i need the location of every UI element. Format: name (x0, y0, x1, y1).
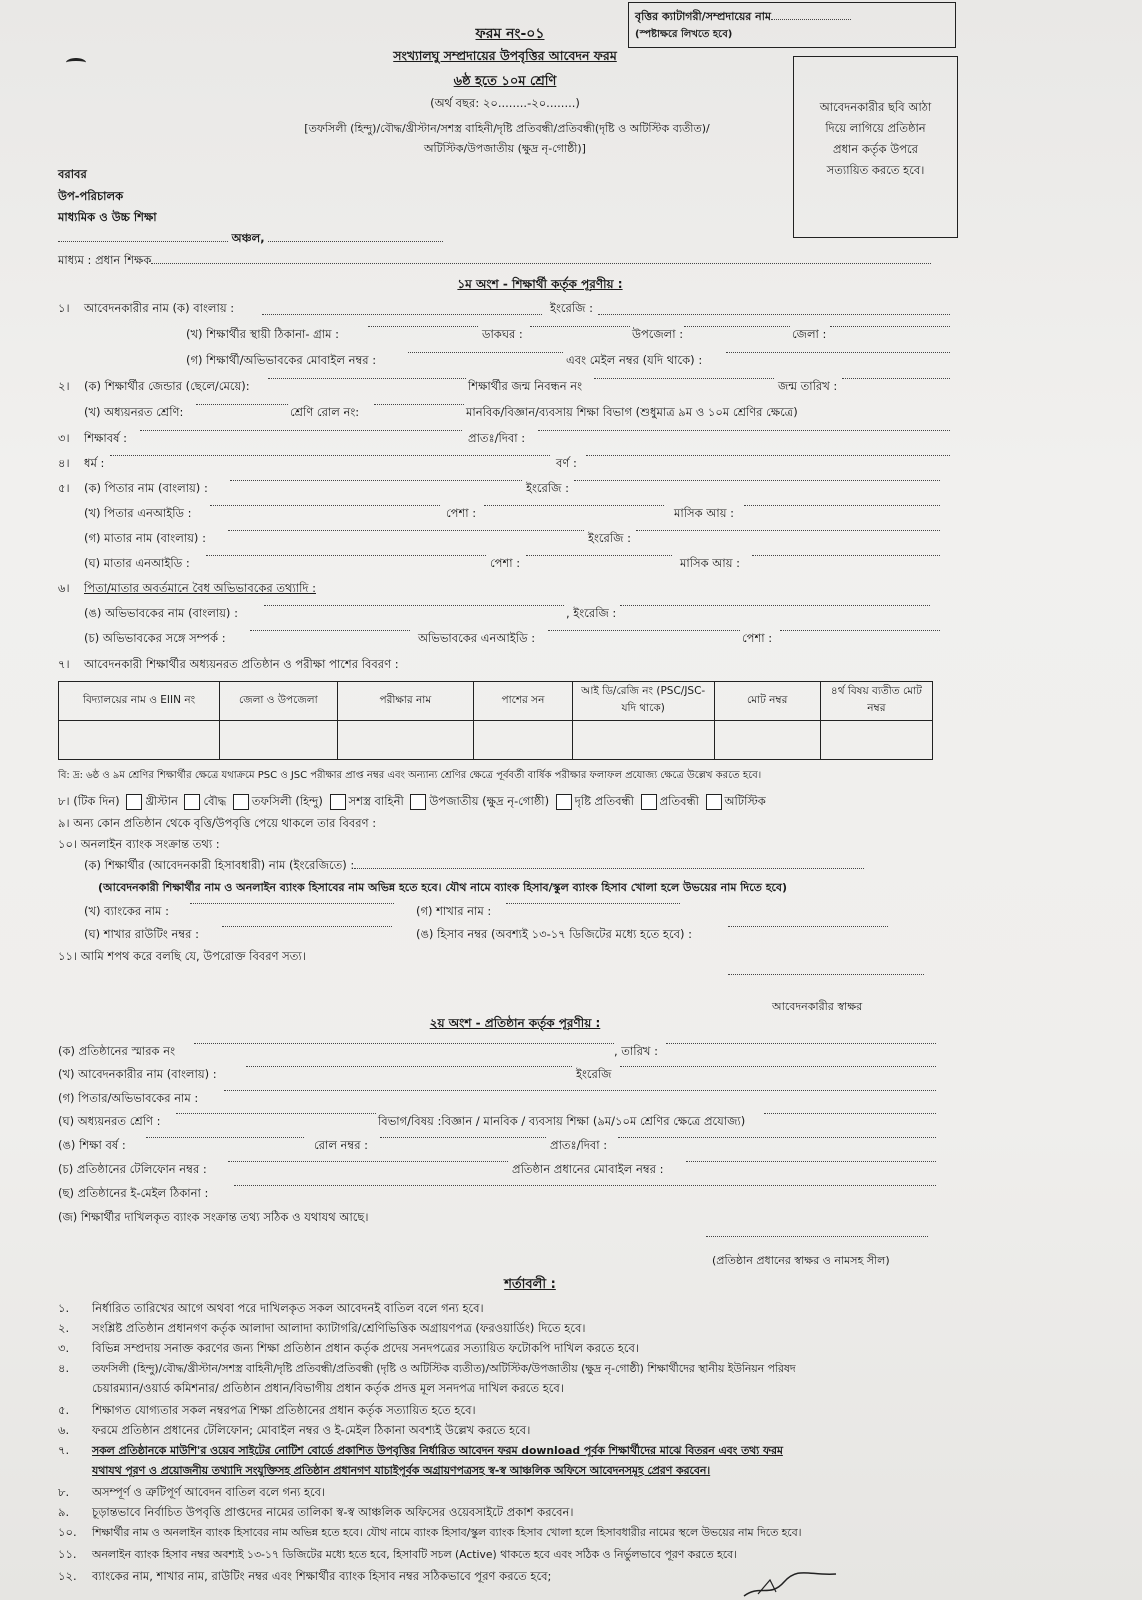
form-page: ফরম নং-০১ বৃত্তির ক্যাটাগরী/সম্প্রদায়ের নাম (স্পষ্টাক্ষরে লিখতে হবে) সংখ্যালঘু সম্প্রদায়ের উপবৃত্তির আবেদন ফরম ৬ষ্ঠ হতে ১০ম শ্রেণি (অর্থ বছর: ২০........-২০........) [তফসিলী (হিন্দু)/বৌদ্ধ/খ্রীস্টান/সশস্ত্র বাহিনী/দৃষ্টি প্রতিবন্ধী/প্রতিবন্ধী(দৃষ্টি ও অটিস্টিক ব্যতীত)/ অটিস্টিক/উপজাতীয় (ক্ষুদ্র নৃ-গোষ্ঠী)] আবেদনকারীর ছবি আঠা দিয়ে লাগিয়ে প্রতিষ্ঠান প্রধান কর্তৃক উপরে সত্যায়িত করতে হবে। বরাবর উপ-পরিচালক মাধ্যমিক ও উচ্চ শিক্ষা অঞ্চল, মাধ্যম : প্রধান শিক্ষক ১ম অংশ - শিক্ষার্থী কর্তৃক পূরণীয় : ১। আবেদনকারীর নাম (ক) বাংলায় : ইংরেজি : (খ) শিক্ষার্থীর স্থায়ী ঠিকানা- গ্রাম : ডাকঘর : উপজেলা : জেলা : (গ) শিক্ষার্থী/অভিভাবকের মোবাইল নম্বর : এবং মেইল নম্বর (যদি থাকে) : ২। (ক) শিক্ষার্থীর জেন্ডার (ছেলে/মেয়ে): শিক্ষার্থীর জন্ম নিবন্ধন নং জন্ম তারিখ : (খ) অধ্যয়নরত শ্রেণি: শ্রেণি রোল নং: মানবিক/বিজ্ঞান/ব্যবসায় শিক্ষা বিভাগ (শুধুমাত্র ৯ম ও ১০ম শ্রেণির ক্ষেত্রে) ৩। শিক্ষাবর্ষ : প্রাতঃ/দিবা : ৪। ধর্ম : বর্ণ : ৫। (ক) পিতার নাম (বাংলায়) : ইংরেজি : (খ) পিতার এনআইডি : পেশা : মাসিক আয় : (গ) মাতার নাম (বাংলায়) : ইংরেজি : (ঘ) মাতার এনআইডি : পেশা : মাসিক আয় : ৬। পিতা/মাতার অবর্তমানে বৈধ অভিভাবকের তথ্যাদি : (ঙ) অভিভাবকের নাম (বাংলায়) : , ইংরেজি : (চ) অভিভাবকের সঙ্গে সম্পর্ক : অভিভাবকের এনআইডি : পেশা : ৭। আবেদনকারী শিক্ষার্থীর অধ্যয়নরত প্রতিষ্ঠান ও পরীক্ষা পাশের বিবরণ : বিদ্যালয়ের নাম ও EIIN নং জেলা ও উপজেলা পরীক্ষার নাম পাশের সন আই ডি/রেজি নং (PSC/JSC- যদি থাকে) মোট নম্বর ৪র্থ বিষয় ব্যতীত মোট নম্বর বি: দ্র: ৬ষ্ঠ ও ৯ম শ্রেণির শিক্ষার্থীর ক্ষেত্রে যথাক্রমে PSC ও JSC পরীক্ষার প্রাপ্ত নম্বর এবং অন্যান্য শ্রেণির ক্ষেত্রে পূর্ববর্তী বার্ষিক পরীক্ষার ফলাফল প্রযোজ্য ক্ষেত্রে উল্লেখ করতে হবে। ৮। (টিক দিন) খ্রীস্টান বৌদ্ধ তফসিলী (হিন্দু) সশস্ত্র বাহিনী উপজাতীয় (ক্ষুদ্র নৃ-গোষ্ঠী) দৃষ্টি প্রতিবন্ধী প্রতিবন্ধী অটিস্টিক ৯। অন্য কোন প্রতিষ্ঠান থেকে বৃত্তি/উপবৃত্তি পেয়ে থাকলে তার বিবরণ : ১০। অনলাইন ব্যাংক সংক্রান্ত তথ্য : (ক) শিক্ষার্থীর (আবেদনকারী হিসাবধারী) নাম (ইংরেজিতে) : (আবেদনকারী শিক্ষার্থীর নাম ও অনলাইন ব্যাংক হিসাবের নাম অভিন্ন হতে হবে। যৌথ নামে ব্যাংক হিসাব/স্কুল ব্যাংক হিসাব খোলা হলে উভয়ের নাম দিতে হবে) (খ) ব্যাংকের নাম : (গ) শাখার নাম : (ঘ) শাখার রাউটিং নম্বর : (ঙ) হিসাব নম্বর (অবশ্যই ১৩-১৭ ডিজিটের মধ্যে হতে হবে) : ১১। আমি শপথ করে বলছি যে, উপরোক্ত বিবরণ সত্য। আবেদনকারীর স্বাক্ষর ২য় অংশ - প্রতিষ্ঠান কর্তৃক পূরণীয় : (ক) প্রতিষ্ঠানের স্মারক নং , তারিখ : (খ) আবেদনকারীর নাম (বাংলায়) : ইংরেজি (গ) পিতার/অভিভাবকের নাম : (ঘ) অধ্যয়নরত শ্রেণি : বিভাগ/বিষয় :বিজ্ঞান / মানবিক / ব্যবসায় শিক্ষা (৯ম/১০ম শ্রেণির ক্ষেত্রে প্রযোজ্য) (ঙ) শিক্ষা বর্ষ : রোল নম্বর : প্রাতঃ/দিবা : (চ) প্রতিষ্ঠানের টেলিফোন নম্বর : প্রতিষ্ঠান প্রধানের মোবাইল নম্বর : (ছ) প্রতিষ্ঠানের ই-মেইল ঠিকানা : (জ) শিক্ষার্থীর দাখিলকৃত ব্যাংক সংক্রান্ত তথ্য সঠিক ও যথাযথ আছে। (প্রতিষ্ঠান প্রধানের স্বাক্ষর ও নামসহ সীল) শর্তাবলী : ১. নির্ধারিত তারিখের আগে অথবা পরে দাখিলকৃত সকল আবেদনই বাতিল বলে গন্য হবে। ২. সংশ্লিষ্ট প্রতিষ্ঠান প্রধানগণ কর্তৃক আলাদা আলাদা ক্যাটাগরি/শ্রেণিভিত্তিক অগ্রায়ণপত্র (ফরওয়ার্ডিং) দিতে হবে। ৩. বিভিন্ন সম্প্রদায় সনাক্ত করণের জন্য শিক্ষা প্রতিষ্ঠান প্রধান কর্তৃক প্রদেয় সনদপত্রের সত্যায়িত ফটোকপি দাখিল করতে হবে। ৪. তফসিলী (হিন্দু)/বৌদ্ধ/খ্রীস্টান/সশস্ত্র বাহিনী/দৃষ্টি প্রতিবন্ধী/প্রতিবন্ধী (দৃষ্টি ও অটিস্টিক ব্যতীত)/অটিস্টিক/উপজাতীয় (ক্ষুদ্র নৃ-গোষ্ঠী) শিক্ষার্থীদের স্থানীয় ইউনিয়ন পরিষদ চেয়ারম্যান/ওয়ার্ড কমিশনার/ প্রতিষ্ঠান প্রধান/বিভাগীয় প্রধান কর্তৃক প্রদত্ত মূল সনদপত্র দাখিল করতে হবে। ৫. শিক্ষাগত যোগ্যতার সকল নম্বরপত্র শিক্ষা প্রতিষ্ঠানের প্রধান কর্তৃক সত্যায়িত হতে হবে। ৬. ফরমে প্রতিষ্ঠান প্রধানের টেলিফোন; মোবাইল নম্বর ও ই-মেইল ঠিকানা অবশ্যই উল্লেখ করতে হবে। ৭. সকল প্রতিষ্ঠানকে মাউশি'র ওয়েব সাইটের নোটিশ বোর্ডে প্রকাশিত উপবৃত্তির নির্ধারিত আবেদন ফরম download পূর্বক শিক্ষার্থীদের মাঝে বিতরন এবং তথ্য ফরম যথাযথ পূরণ ও প্রয়োজনীয় তথ্যাদি সংযুক্তিসহ প্রতিষ্ঠান প্রধানগণ যাচাইপূর্বক অগ্রায়ণপত্রসহ স্ব-স্ব আঞ্চলিক অফিসে আবেদনসমূহ প্রেরণ করবেন। ৮. অসম্পূর্ণ ও ত্রুটিপূর্ণ আবেদন বাতিল বলে গন্য হবে। ৯. চূড়ান্তভাবে নির্বাচিত উপবৃত্তি প্রাপ্তদের নামের তালিকা স্ব-স্ব আঞ্চলিক অফিসের ওয়েবসাইটে প্রকাশ করবেন। ১০. শিক্ষার্থীর নাম ও অনলাইন ব্যাংক হিসাবের নাম অভিন্ন হতে হবে। যৌথ নামে ব্যাংক হিসাব/স্কুল ব্যাংক হিসাব খোলা হলে হিসাবধারীর নামের স্থলে উভয়ের নাম দিতে হবে। ১১. অনলাইন ব্যাংক হিসাব নম্বর অবশ্যই ১৩-১৭ ডিজিটের মধ্যে হতে হবে, হিসাবটি সচল (Active) থাকতে হবে এবং সঠিক ও নির্ভুলভাবে পূরণ করতে হবে। ১২. ব্যাংকের নাম, শাখার নাম, রাউটিং নম্বর এবং শিক্ষার্থীর ব্যাংক হিসাব নম্বর সঠিকভাবে পূরণ করতে হবে; (0, 0, 1142, 1600)
p2-phone-label: (চ) প্রতিষ্ঠানের টেলিফোন নম্বর : (58, 1162, 207, 1176)
q1a-english-field[interactable] (598, 300, 950, 315)
p2-session-label: (ঙ) শিক্ষা বর্ষ : (58, 1138, 126, 1152)
village-field[interactable] (368, 326, 478, 327)
mobile-field[interactable] (408, 352, 563, 353)
q6-number: ৬। (58, 581, 70, 595)
address-to: বরাবর (58, 167, 87, 181)
father-occupation-field[interactable] (484, 505, 664, 506)
q9-label: ৯। অন্য কোন প্রতিষ্ঠান থেকে বৃত্তি/উপবৃত্তি পেয়ে থাকলে তার বিবরণ : (58, 816, 377, 830)
option-autistic: অটিস্টিক (724, 794, 766, 808)
photo-line-1: আবেদনকারীর ছবি আঠা (819, 100, 932, 114)
branch-name-label: (গ) শাখার নাম : (416, 904, 492, 918)
applicant-sign-label: আবেদনকারীর স্বাক্ষর (772, 1000, 863, 1013)
checkbox-christian[interactable] (126, 794, 142, 810)
mother-income-label: মাসিক আয় : (680, 556, 741, 570)
mother-occupation-label: পেশা : (490, 556, 521, 570)
col-district: জেলা ও উপজেলা (220, 682, 337, 721)
photo-line-4: সত্যায়িত করতে হবে। (826, 163, 925, 177)
p2-name-label: (খ) আবেদনকারীর নাম (বাংলায়) : (58, 1067, 217, 1081)
father-english-field[interactable] (574, 480, 940, 481)
address-office: মাধ্যমিক ও উচ্চ শিক্ষা (58, 210, 157, 224)
category-note: (স্পষ্টাক্ষরে লিখতে হবে) (635, 29, 733, 40)
col-year: পাশের সন (474, 682, 573, 721)
date-label: , তারিখ : (614, 1044, 658, 1058)
exam-table (58, 681, 933, 760)
district-field[interactable] (830, 326, 950, 327)
mother-english-label: ইংরেজি : (588, 531, 631, 545)
birth-reg-label: শিক্ষার্থীর জন্ম নিবন্ধন নং (468, 379, 583, 393)
dept-label: মানবিক/বিজ্ঞান/ব্যবসায় শিক্ষা বিভাগ (শুধুমাত্র ৯ম ও ১০ম শ্রেণির ক্ষেত্রে) (466, 405, 798, 419)
memo-label: (ক) প্রতিষ্ঠানের স্মারক নং (58, 1044, 176, 1058)
class-field[interactable] (196, 404, 288, 405)
option-armed-forces: সশস্ত্র বাহিনী (348, 794, 404, 808)
p2-english-field[interactable] (620, 1066, 936, 1067)
q1b-label: (খ) শিক্ষার্থীর স্থায়ী ঠিকানা- গ্রাম : (186, 327, 339, 341)
caste-field[interactable] (586, 455, 950, 456)
groups-line-1: [তফসিলী (হিন্দু)/বৌদ্ধ/খ্রীস্টান/সশস্ত্র বাহিনী/দৃষ্টি প্রতিবন্ধী/প্রতিবন্ধী(দৃষ্টি ও অটিস্টিক ব্যতীত)/ (304, 122, 710, 135)
option-disabled: প্রতিবন্ধী (659, 794, 699, 808)
account-number-field[interactable] (728, 926, 888, 927)
table-row (59, 721, 933, 760)
p2-dept-label: বিভাগ/বিষয় :বিজ্ঞান / মানবিক / ব্যবসায় শিক্ষা (৯ম/১০ম শ্রেণির ক্ষেত্রে প্রযোজ্য) (378, 1114, 746, 1128)
session-field[interactable] (140, 430, 462, 431)
col-total-excl: ৪র্থ বিষয় ব্যতীত মোট নম্বর (820, 682, 932, 721)
q1c-label: (গ) শিক্ষার্থী/অভিভাবকের মোবাইল নম্বর : (186, 353, 377, 367)
part1-title: ১ম অংশ - শিক্ষার্থী কর্তৃক পূরণীয় : (457, 277, 623, 291)
q5c-label: (গ) মাতার নাম (বাংলায়) : (84, 531, 206, 545)
q1a-english-label: ইংরেজি : (550, 301, 593, 315)
photo-box (793, 56, 958, 238)
q1a-field[interactable] (262, 300, 542, 315)
col-total: মোট নম্বর (714, 682, 820, 721)
father-name-field[interactable] (230, 480, 522, 481)
q8-row (58, 793, 766, 812)
q6b-label: (চ) অভিভাবকের সঙ্গে সম্পর্ক : (84, 631, 226, 645)
guardian-english-field[interactable] (620, 605, 930, 606)
p2-shift-field[interactable] (618, 1137, 936, 1138)
photo-line-2: দিয়ে লাগিয়ে প্রতিষ্ঠান (825, 121, 926, 135)
address-designation: উপ-পরিচালক (58, 189, 124, 203)
bank-name-field[interactable] (190, 903, 394, 904)
option-hindu: তফসিলী (হিন্দু) (251, 794, 323, 808)
q2-number: ২। (58, 379, 70, 393)
table-cell[interactable] (337, 721, 474, 760)
q3-label: শিক্ষাবর্ষ : (84, 431, 128, 445)
p2-roll-label: রোল নম্বর : (314, 1138, 369, 1152)
mother-nid-field[interactable] (206, 555, 486, 556)
q10a-row (84, 857, 864, 876)
shift-label: প্রাতঃ/দিবা : (468, 431, 526, 445)
form-title: সংখ্যালঘু সম্প্রদায়ের উপবৃত্তির আবেদন ফরম (393, 48, 617, 63)
district-label: জেলা : (792, 327, 827, 341)
mother-occupation-field[interactable] (526, 555, 672, 556)
groups-line-2: অটিস্টিক/উপজাতীয় (ক্ষুদ্র নৃ-গোষ্ঠী)] (424, 142, 586, 155)
email-label: এবং মেইল নম্বর (যদি থাকে) : (566, 353, 703, 367)
q4-label: ধর্ম : (84, 456, 105, 470)
mother-name-field[interactable] (228, 530, 584, 531)
q7-number: ৭। (58, 657, 70, 671)
p2-email-label: (ছ) প্রতিষ্ঠানের ই-মেইল ঠিকানা : (58, 1186, 209, 1200)
checkbox-autistic[interactable] (706, 794, 722, 810)
p2-bank-confirm-label: (জ) শিক্ষার্থীর দাখিলকৃত ব্যাংক সংক্রান্ত তথ্য সঠিক ও যথাযথ আছে। (58, 1210, 369, 1224)
fiscal-year: (অর্থ বছর: ২০........-২০........) (430, 96, 580, 110)
routing-field[interactable] (222, 926, 392, 927)
caste-label: বর্ণ : (556, 456, 577, 470)
branch-name-field[interactable] (506, 903, 680, 904)
part2-title: ২য় অংশ - প্রতিষ্ঠান কর্তৃক পূরণীয় : (429, 1016, 601, 1030)
col-id: আই ডি/রেজি নং (PSC/JSC- যদি থাকে) (572, 682, 714, 721)
guardian-english-label: , ইংরেজি : (566, 606, 617, 620)
q8-label: ৮। (টিক দিন) (58, 794, 120, 808)
father-occupation-label: পেশা : (446, 506, 477, 520)
birth-reg-field[interactable] (594, 378, 774, 379)
guardian-occupation-label: পেশা : (742, 631, 773, 645)
bank-name-label: (খ) ব্যাংকের নাম : (84, 904, 169, 918)
p2-shift-label: প্রাতঃ/দিবা : (550, 1138, 608, 1152)
shift-field[interactable] (538, 430, 950, 431)
category-box (628, 2, 956, 48)
signature-scribble (740, 1570, 840, 1600)
post-field[interactable] (530, 326, 630, 327)
post-label: ডাকঘর : (482, 327, 523, 341)
p2-name-field[interactable] (246, 1066, 572, 1067)
q5d-label: (ঘ) মাতার এনআইডি : (84, 556, 190, 570)
q11-oath: ১১। আমি শপথ করে বলছি যে, উপরোক্ত বিবরণ সত্য। (58, 949, 306, 963)
table-cell[interactable] (220, 721, 337, 760)
address-region-line (58, 230, 443, 249)
checkbox-disabled[interactable] (641, 794, 657, 810)
father-income-label: মাসিক আয় : (674, 506, 735, 520)
p2-english-label: ইংরেজি (576, 1067, 612, 1081)
account-number-label: (ঙ) হিসাব নম্বর (অবশ্যই ১৩-১৭ ডিজিটের মধ্যে হতে হবে) : (416, 927, 692, 941)
routing-label: (ঘ) শাখার রাউটিং নম্বর : (84, 927, 200, 941)
punch-mark (66, 58, 86, 67)
p2-head-mobile-field[interactable] (686, 1161, 936, 1162)
q2a-label: (ক) শিক্ষার্থীর জেন্ডার (ছেলে/মেয়ে): (84, 379, 250, 393)
guardian-name-field[interactable] (264, 605, 564, 606)
q5a-label: (ক) পিতার নাম (বাংলায়) : (84, 481, 208, 495)
q5-number: ৫। (58, 481, 70, 495)
q3-number: ৩। (58, 431, 70, 445)
p2-father-label: (গ) পিতার/অভিভাবকের নাম : (58, 1091, 199, 1105)
photo-line-3: প্রধান কর্তৃক উপরে (833, 142, 918, 156)
father-english-label: ইংরেজি : (526, 481, 569, 495)
checkbox-buddhist[interactable] (184, 794, 200, 810)
col-school: বিদ্যালয়ের নাম ও EIIN নং (59, 682, 220, 721)
class-range: ৬ষ্ঠ হতে ১০ম শ্রেণি (453, 74, 557, 89)
q7-label: আবেদনকারী শিক্ষার্থীর অধ্যয়নরত প্রতিষ্ঠান ও পরীক্ষা পাশের বিবরণ : (84, 657, 399, 671)
p2-dept-field[interactable] (764, 1113, 936, 1114)
father-nid-field[interactable] (210, 505, 440, 506)
option-christian: খ্রীস্টান (145, 794, 178, 808)
relation-field[interactable] (250, 630, 410, 631)
address-via-line (58, 252, 931, 271)
dob-field[interactable] (842, 378, 950, 379)
guardian-nid-label: অভিভাবকের এনআইডি : (418, 631, 536, 645)
address-via: মাধ্যম : প্রধান শিক্ষক (58, 253, 152, 267)
p2-phone-field[interactable] (228, 1161, 508, 1162)
p2-class-field[interactable] (176, 1113, 376, 1114)
q6-label: পিতা/মাতার অবর্তমানে বৈধ অভিভাবকের তথ্যাদি : (84, 581, 316, 595)
checkbox-visually-impaired[interactable] (556, 794, 572, 810)
p2-head-mobile-label: প্রতিষ্ঠান প্রধানের মোবাইল নম্বর : (512, 1162, 664, 1176)
q10-title: ১০। অনলাইন ব্যাংক সংক্রান্ত তথ্য : (58, 837, 220, 851)
q5b-label: (খ) পিতার এনআইডি : (84, 506, 192, 520)
dob-label: জন্ম তারিখ : (778, 379, 838, 393)
p2-roll-field[interactable] (380, 1137, 546, 1138)
applicant-sign-line[interactable] (728, 974, 924, 975)
address-region: অঞ্চল, (231, 231, 265, 245)
q10-bold-note: (আবেদনকারী শিক্ষার্থীর নাম ও অনলাইন ব্যাংক হিসাবের নাম অভিন্ন হতে হবে। যৌথ নামে ব্যাংক হিসাব/স্কুল ব্যাংক হিসাব খোলা হলে উভয়ের নাম দিতে হবে) (98, 881, 788, 894)
option-buddhist: বৌদ্ধ (203, 794, 227, 808)
table-cell[interactable] (474, 721, 573, 760)
q1-number: ১। (58, 301, 70, 315)
head-sign-line[interactable] (706, 1236, 928, 1237)
date-field[interactable] (666, 1043, 936, 1044)
roll-field[interactable] (374, 404, 464, 405)
upazila-label: উপজেলা : (632, 327, 684, 341)
head-sign-label: (প্রতিষ্ঠান প্রধানের স্বাক্ষর ও নামসহ সীল) (712, 1254, 890, 1267)
q2b-label: (খ) অধ্যয়নরত শ্রেণি: (84, 405, 184, 419)
conditions-title: শর্তাবলী : (504, 1277, 556, 1292)
category-label: বৃত্তির ক্যাটাগরী/সম্প্রদায়ের নাম (635, 10, 772, 23)
father-income-field[interactable] (744, 505, 940, 506)
checkbox-hindu[interactable] (233, 794, 249, 810)
p2-father-field[interactable] (224, 1090, 936, 1091)
col-exam: পরীক্ষার নাম (337, 682, 474, 721)
mother-income-field[interactable] (752, 555, 940, 556)
q6a-label: (ঙ) অভিভাবকের নাম (বাংলায়) : (84, 606, 238, 620)
checkbox-tribal[interactable] (410, 794, 426, 810)
q4-number: ৪। (58, 456, 70, 470)
table-cell[interactable] (820, 721, 932, 760)
memo-field[interactable] (194, 1043, 614, 1044)
table-cell[interactable] (714, 721, 820, 760)
table-cell[interactable] (572, 721, 714, 760)
account-name-field[interactable] (354, 868, 864, 869)
upazila-field[interactable] (684, 326, 790, 327)
q10a-label: (ক) শিক্ষার্থীর (আবেদনকারী হিসাবধারী) নাম (ইংরেজিতে) : (84, 858, 355, 872)
roll-label: শ্রেণি রোল নং: (290, 405, 360, 419)
p2-class-label: (ঘ) অধ্যয়নরত শ্রেণি : (58, 1114, 161, 1128)
table-cell[interactable] (59, 721, 220, 760)
q1a-label: আবেদনকারীর নাম (ক) বাংলায় : (84, 301, 235, 315)
mother-english-field[interactable] (636, 530, 940, 531)
form-number: ফরম নং-০১ (475, 26, 545, 42)
guardian-nid-field[interactable] (548, 630, 740, 631)
table-header-row (59, 682, 933, 721)
p2-email-field[interactable] (234, 1185, 936, 1186)
option-visually-impaired: দৃষ্টি প্রতিবন্ধী (574, 794, 634, 808)
option-tribal: উপজাতীয় (ক্ষুদ্র নৃ-গোষ্ঠী) (429, 794, 550, 808)
guardian-occupation-field[interactable] (780, 630, 940, 631)
gender-field[interactable] (268, 378, 466, 379)
p2-session-field[interactable] (146, 1137, 304, 1138)
checkbox-armed-forces[interactable] (330, 794, 346, 810)
email-field[interactable] (726, 352, 950, 353)
religion-field[interactable] (110, 455, 550, 456)
table-note: বি: দ্র: ৬ষ্ঠ ও ৯ম শ্রেণির শিক্ষার্থীর ক্ষেত্রে যথাক্রমে PSC ও JSC পরীক্ষার প্রাপ্ত নম্বর এবং অন্যান্য শ্রেণির ক্ষেত্রে পূর্ববর্তী বার্ষিক পরীক্ষার ফলাফল প্রযোজ্য ক্ষেত্রে উল্লেখ করতে হবে। (58, 770, 762, 781)
